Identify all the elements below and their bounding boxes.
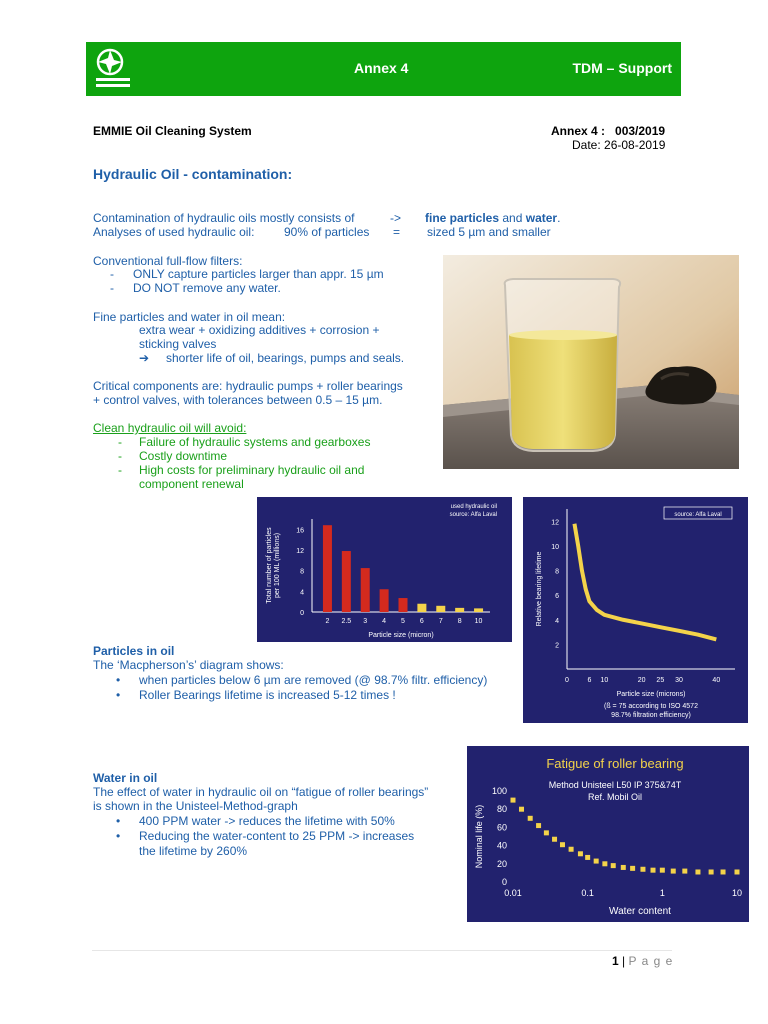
data-point: [585, 855, 590, 860]
x-axis-label: Water content: [609, 906, 671, 917]
data-point: [528, 816, 533, 821]
analysis-equals: =: [393, 225, 401, 239]
critical-line-2: + control valves, with tolerances between 0.5 – 15 µm.: [93, 393, 383, 407]
source-note: source: Alfa Laval: [674, 512, 722, 518]
intro-line-1: [93, 211, 354, 225]
avoid-item-3-cont: component renewal: [139, 477, 244, 491]
x-tick-label: 6: [587, 677, 592, 684]
x-tick-label: 7: [438, 618, 443, 625]
source-note: source: Alfa Laval: [449, 512, 497, 518]
filters-item-2: DO NOT remove any water.: [133, 281, 281, 295]
intro-emphasis: [425, 211, 560, 225]
water-text: water: [525, 211, 558, 225]
bar: [361, 568, 370, 612]
analysis-result: sized 5 µm and smaller: [427, 225, 551, 239]
bar: [323, 525, 332, 612]
bearing-lifetime-chart: [523, 497, 748, 723]
document-date: Date: 26-08-2019: [572, 138, 666, 152]
right-arrow-icon: ➔: [139, 351, 150, 365]
bar: [342, 551, 351, 612]
data-point: [511, 798, 516, 803]
data-point: [611, 863, 616, 868]
critical-line-1: Critical components are: hydraulic pumps + roller bearings: [93, 379, 403, 393]
fine-line-2: sticking valves: [139, 337, 217, 351]
fine-heading: Fine particles and water in oil mean:: [93, 310, 286, 324]
intro-arrow: ->: [390, 211, 402, 225]
avoid-item-2: Costly downtime: [139, 449, 228, 463]
period: .: [557, 211, 561, 225]
x-tick-label: 0.01: [504, 888, 522, 898]
y-tick-label: 16: [296, 527, 304, 535]
bar: [436, 606, 445, 612]
data-point: [630, 866, 635, 871]
x-tick-label: 20: [637, 677, 646, 684]
system-title: EMMIE Oil Cleaning System: [93, 124, 252, 138]
footer-divider: [92, 950, 672, 951]
x-tick-label: 2: [325, 618, 330, 625]
x-tick-label: 25: [656, 677, 665, 684]
y-tick-label: 2: [555, 642, 559, 650]
x-tick-label: 40: [712, 677, 721, 684]
water-heading: Water in oil: [93, 771, 158, 785]
page-footer: [612, 954, 673, 968]
data-point: [640, 867, 645, 872]
fine-line-1: extra wear + oxidizing additives + corrosion +: [139, 323, 380, 337]
particles-line-1: The ‘Macpherson’s’ diagram shows:: [93, 658, 284, 672]
water-bullet-dot-2: •: [116, 829, 121, 843]
x-tick-label: 10: [731, 888, 743, 898]
fine-particles-text: fine particles: [425, 211, 500, 225]
section-title: Hydraulic Oil - contamination:: [93, 166, 293, 182]
water-bullet-dot-1: •: [116, 814, 121, 828]
x-tick-label: 10: [474, 618, 483, 625]
data-point: [578, 851, 583, 856]
annex-label: Annex 4: [354, 60, 409, 76]
y-tick-label: 12: [296, 548, 304, 555]
x-tick-label: 5: [401, 618, 405, 625]
particles-bullet-1: when particles below 6 µm are removed (@ 98.7% filtr. efficiency): [139, 673, 488, 687]
filters-item-1: ONLY capture particles larger than appr. 15 µm: [133, 267, 384, 281]
particles-bullet-dot-1: •: [116, 673, 121, 687]
footnote: 98.7% filtration efficiency): [611, 712, 691, 719]
x-tick-label: 0: [565, 677, 569, 684]
avoid-heading: Clean hydraulic oil will avoid:: [93, 421, 247, 435]
data-point: [621, 865, 626, 870]
filters-heading: Conventional full-flow filters:: [93, 254, 243, 268]
x-tick-label: 4: [382, 618, 387, 625]
water-bullet-2: Reducing the water-content to 25 PPM -> increases: [139, 829, 415, 843]
avoid-dash-1: -: [118, 435, 122, 449]
data-point: [602, 861, 607, 866]
particles-heading: Particles in oil: [93, 644, 175, 658]
avoid-item-1: Failure of hydraulic systems and gearboxes: [139, 435, 371, 449]
support-label: TDM – Support: [572, 60, 672, 76]
y-tick-label: 10: [551, 543, 559, 551]
y-tick-label: 0: [501, 877, 507, 887]
particle-count-chart-svg: [257, 497, 512, 642]
filters-dash-1: -: [110, 267, 114, 281]
data-point: [544, 830, 549, 835]
avoid-item-3: High costs for preliminary hydraulic oil and: [139, 463, 365, 477]
fatigue-chart: [467, 746, 749, 922]
x-tick-label: 30: [675, 677, 683, 684]
data-point: [552, 837, 557, 842]
data-point: [536, 823, 541, 828]
y-tick-label: 12: [551, 519, 559, 527]
y-tick-label: 4: [555, 617, 559, 625]
x-tick-label: 3: [363, 618, 368, 625]
y-tick-label: 100: [491, 786, 507, 796]
y-tick-label: 40: [496, 840, 507, 851]
x-tick-label: 1: [659, 888, 665, 898]
bearing-lifetime-chart-svg: [523, 497, 748, 723]
filters-dash-2: -: [110, 281, 114, 295]
analysis-label: Analyses of used hydraulic oil:: [93, 225, 255, 239]
x-tick-label: 6: [419, 618, 424, 625]
oil-beaker-photo: [443, 255, 739, 469]
data-point: [651, 868, 656, 873]
x-tick-label: 0.1: [581, 888, 594, 898]
x-axis-label: Particle size (micron): [368, 632, 434, 639]
x-axis-label: Particle size (microns): [616, 691, 686, 698]
annex-reference: Annex 4 : 003/2019: [551, 124, 666, 138]
y-tick-label: 8: [300, 568, 304, 576]
chart-subtitle: Ref. Mobil Oil: [587, 792, 643, 802]
company-logo-icon: [92, 46, 136, 92]
y-tick-label: 60: [496, 822, 507, 833]
footnote: (ß = 75 according to ISO 4572: [604, 703, 698, 710]
water-bullet-1: 400 PPM water -> reduces the lifetime with 50%: [139, 814, 395, 828]
source-note: used hydraulic oil: [450, 504, 497, 510]
y-tick-label: 8: [555, 568, 559, 576]
data-point: [660, 868, 665, 873]
data-point: [695, 869, 700, 874]
beaker-with-oil-image-icon: [443, 255, 739, 469]
y-axis-label: Relative bearing lifetime: [536, 551, 543, 627]
avoid-dash-2: -: [118, 449, 122, 463]
particle-count-chart: [257, 497, 512, 642]
analysis-percentage: 90% of particles: [284, 225, 370, 239]
x-tick-label: 8: [457, 618, 462, 625]
header-banner: [86, 42, 681, 96]
data-point: [594, 859, 599, 864]
y-tick-label: 0: [300, 610, 304, 617]
fine-line-3: shorter life of oil, bearings, pumps and seals.: [166, 351, 405, 365]
data-point: [735, 869, 740, 874]
page-word: P a g e: [628, 954, 674, 968]
chart-subtitle: Method Unisteel L50 IP 375&74T: [548, 780, 682, 790]
bar: [455, 608, 464, 612]
page-separator: |: [618, 954, 629, 968]
and-text: and: [499, 211, 526, 225]
y-axis-label: Nominal life (%): [474, 804, 484, 869]
particles-bullet-2: Roller Bearings lifetime is increased 5-12 times !: [139, 688, 396, 702]
intro-text: Contamination of hydraulic oils mostly consists of: [93, 211, 355, 225]
y-tick-label: 4: [300, 589, 304, 597]
data-point: [560, 842, 565, 847]
x-tick-label: 10: [600, 677, 609, 684]
bar: [417, 604, 426, 612]
avoid-dash-3: -: [118, 463, 122, 477]
page-number: 1: [612, 954, 619, 968]
x-tick-label: 2.5: [341, 618, 352, 625]
data-point: [721, 869, 726, 874]
bar: [474, 608, 483, 612]
lifetime-line: [574, 524, 716, 640]
bar: [380, 589, 389, 612]
y-tick-label: 6: [555, 593, 559, 601]
fatigue-chart-svg: [467, 746, 749, 922]
water-bullet-2-cont: the lifetime by 260%: [139, 844, 248, 858]
y-tick-label: 20: [496, 858, 507, 869]
data-point: [569, 847, 574, 852]
water-line-2: is shown in the Unisteel-Method-graph: [93, 799, 298, 813]
y-axis-label: Total number of particlesper 100 ML (millions): [266, 527, 281, 604]
particles-bullet-dot-2: •: [116, 688, 121, 702]
data-point: [682, 869, 687, 874]
y-tick-label: 80: [496, 804, 507, 815]
bar: [399, 598, 408, 612]
chart-title: Fatigue of roller bearing: [546, 756, 684, 771]
data-point: [709, 869, 714, 874]
data-point: [519, 807, 524, 812]
data-point: [671, 869, 676, 874]
water-line-1: The effect of water in hydraulic oil on “fatigue of roller bearings”: [93, 785, 429, 799]
